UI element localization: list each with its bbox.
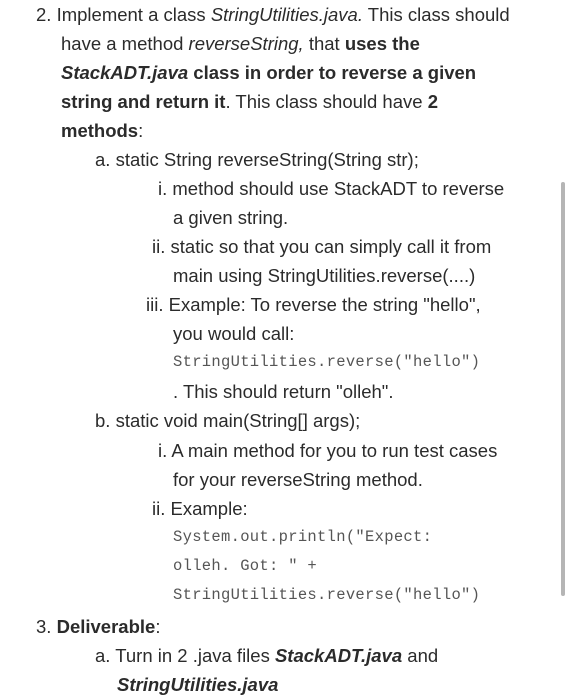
item-3-a-line-1: a. Turn in 2 .java files StackADT.java and — [95, 645, 439, 666]
sub-b-i-line-1: i. A main method for you to run test cases — [158, 440, 498, 461]
item-2-line-5: methods: — [61, 120, 144, 141]
method-name-reversestring: reverseString, — [188, 33, 304, 54]
code-println-line-2: olleh. Got: " + — [173, 557, 318, 575]
sub-a-ii-line-2: main using StringUtilities.reverse(....) — [173, 265, 476, 286]
item-2-line-1: 2. Implement a class StringUtilities.java. This class should — [36, 4, 510, 25]
sub-a-ii-label: ii. — [152, 236, 166, 257]
file-name-stackadt: StackADT.java — [274, 645, 403, 666]
sub-a-iii-label: iii. — [146, 294, 164, 315]
vertical-scrollbar[interactable] — [561, 182, 565, 596]
item-3-a-label: a. — [95, 645, 111, 666]
item-3-a-line-2 — [117, 670, 278, 699]
item-3-number: 3. — [36, 616, 52, 637]
sub-b-ii-line-1: ii. Example: — [152, 498, 248, 519]
sub-b-label: b. — [95, 410, 111, 431]
sub-a-iii-line-1: iii. Example: To reverse the string "hello", — [146, 294, 481, 315]
class-name-stackadt: StackADT.java — [61, 62, 189, 83]
file-name-stringutilities: StringUtilities.java — [117, 674, 279, 695]
item-2-number: 2. — [36, 4, 52, 25]
item-2-line-4: string and return it. This class should have 2 — [61, 91, 438, 112]
sub-a-ii-line-1: ii. static so that you can simply call it from — [152, 236, 492, 257]
code-reverse-call: StringUtilities.reverse("hello") — [173, 353, 481, 371]
sub-a-i-label: i. — [158, 178, 168, 199]
class-name-stringutilities: StringUtilities.java. — [210, 4, 363, 25]
sub-a-iii-line-2: you would call: — [173, 323, 295, 344]
sub-a-label: a. — [95, 149, 111, 170]
code-println-line-1: System.out.println("Expect: — [173, 528, 433, 546]
sub-a-line: a. static String reverseString(String str); — [95, 149, 419, 170]
code-println-line-3: StringUtilities.reverse("hello") — [173, 586, 481, 604]
sub-b-i-label: i. — [158, 440, 168, 461]
sub-b-ii-label: ii. — [152, 498, 166, 519]
item-2-line-3: StackADT.java class in order to reverse a given — [61, 62, 477, 83]
sub-a-i-line-1: i. method should use StackADT to reverse — [158, 178, 505, 199]
sub-a-i-line-2: a given string. — [173, 207, 289, 228]
sub-a-iii-line-4: . This should return "olleh". — [173, 381, 394, 402]
item-2-line-2: have a method reverseString, that uses the — [61, 33, 420, 54]
sub-b-line: b. static void main(String[] args); — [95, 410, 361, 431]
item-3-line: 3. Deliverable: — [36, 616, 161, 637]
sub-b-i-line-2: for your reverseString method. — [173, 469, 423, 490]
